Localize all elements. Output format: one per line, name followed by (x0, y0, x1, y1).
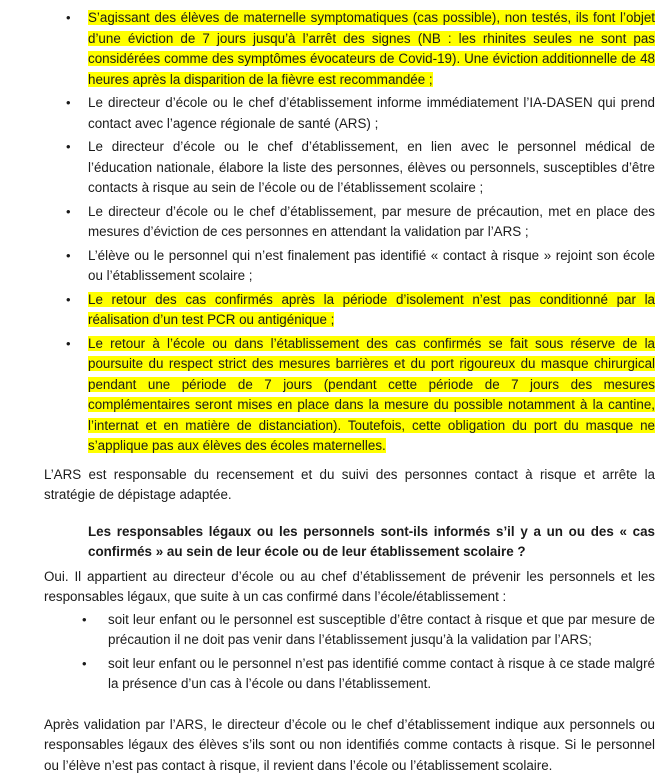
list-item-text: Le retour des cas confirmés après la période d’isolement n’est pas conditionné par la réalisation d’un test PCR ou antigénique ; (88, 292, 655, 328)
list-item (88, 202, 655, 243)
list-item-text: Le retour à l’école ou dans l’établissement des cas confirmés se fait sous réserve de la poursuite du respect strict des mesures barrières et du port rigoureux du masque chirurgical pendant une période de 7 jours (pendant cette période de 7 jours des mesures complémentaires seront mises en place dans la mesure du possible notamment à la cantine, l’internat et en matière de distanciation). Toutefois, cette obligation du port du masque ne s’applique pas aux élèves des écoles maternelles. (88, 336, 655, 454)
list-item-text: S’agissant des élèves de maternelle symptomatiques (cas possible), non testés, ils font l’objet d’une éviction de 7 jours jusqu’à l’arrêt des signes (NB : les rhinites seules ne sont pas considérées comme des symptômes évocateurs de Covid-19). Une éviction additionnelle de 48 heures après la disparition de la fièvre est recommandée ; (88, 10, 655, 87)
list-item (108, 654, 655, 695)
bullet-icon: • (66, 93, 71, 114)
list-item (108, 610, 655, 651)
bullet-icon: • (82, 654, 87, 675)
list-item (88, 246, 655, 287)
bullet-icon: • (66, 290, 71, 311)
notification-list (44, 610, 655, 695)
list-item (88, 137, 655, 199)
list-item-text: Le directeur d’école ou le chef d’établissement, par mesure de précaution, met en place des mesures d’éviction de ces personnes en attendant la validation par l’ARS ; (88, 204, 655, 240)
list-item-text: L’élève ou le personnel qui n’est finalement pas identifié « contact à risque » rejoint son école ou l’établissement scolaire ; (88, 248, 655, 284)
list-item (88, 93, 655, 134)
measures-list (44, 8, 655, 457)
bullet-icon: • (66, 246, 71, 267)
final-paragraph: Après validation par l’ARS, le directeur d’école ou le chef d’établissement indique aux personnels ou responsables légaux des élèves s’ils sont ou non identifiés comme contacts à risque. Si le personnel ou l’élève n’est pas contact à risque, il revient dans l’école ou l’établissement scolaire. (44, 715, 655, 776)
list-item (88, 290, 655, 331)
list-item (88, 8, 655, 90)
question-heading: Les responsables légaux ou les personnels sont-ils informés s’il y a un ou des « cas confirmés » au sein de leur école ou de leur établissement scolaire ? (44, 522, 655, 563)
bullet-icon: • (66, 334, 71, 355)
ars-paragraph: L’ARS est responsable du recensement et du suivi des personnes contact à risque et arrête la stratégie de dépistage adaptée. (44, 465, 655, 506)
list-item-text: soit leur enfant ou le personnel est susceptible d’être contact à risque et que par mesure de précaution il ne doit pas venir dans l’établissement jusqu’à la validation par l’ARS; (108, 612, 655, 648)
list-item-text: Le directeur d’école ou le chef d’établissement, en lien avec le personnel médical de l’éducation nationale, élabore la liste des personnes, élèves ou personnels, susceptibles d’être contacts à risque au sein de l’école ou de l’établissement scolaire ; (88, 139, 655, 195)
bullet-icon: • (66, 202, 71, 223)
bullet-icon: • (66, 137, 71, 158)
list-item (88, 334, 655, 457)
list-item-text: soit leur enfant ou le personnel n’est pas identifié comme contact à risque à ce stade malgré la présence d’un cas à l’école ou dans l’établissement. (108, 656, 655, 692)
bullet-icon: • (66, 8, 71, 29)
list-item-text: Le directeur d’école ou le chef d’établissement informe immédiatement l’IA-DASEN qui prend contact avec l’agence régionale de santé (ARS) ; (88, 95, 655, 131)
answer-intro-paragraph: Oui. Il appartient au directeur d’école ou au chef d’établissement de prévenir les personnels et les responsables légaux, que suite à un cas confirmé dans l’école/établissement : (44, 567, 655, 608)
bullet-icon: • (82, 610, 87, 631)
